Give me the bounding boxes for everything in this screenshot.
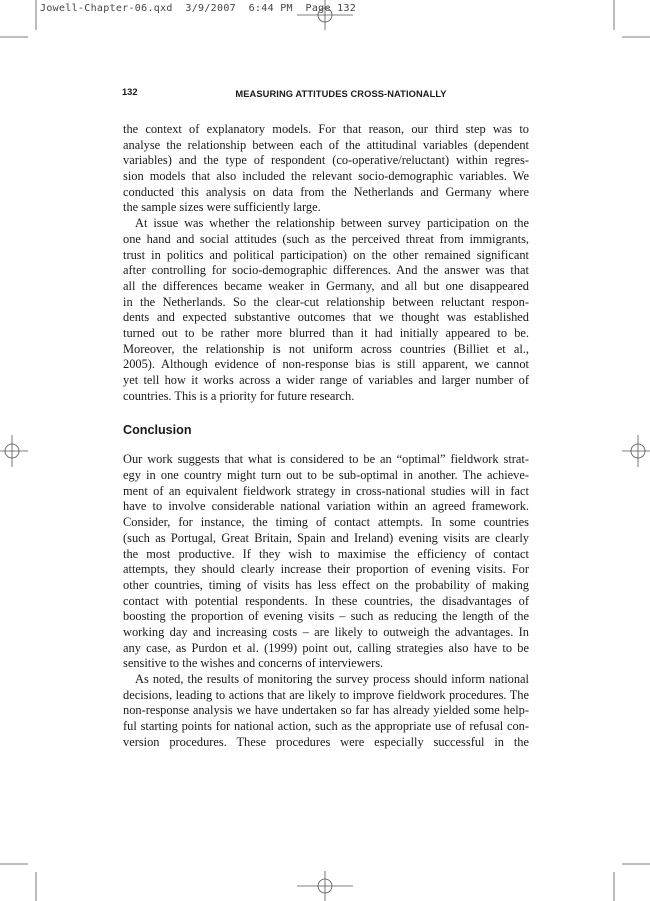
registration-target-right [622, 435, 650, 467]
text-line: Consider, for instance, the timing of contact attempts. In some countries [123, 515, 529, 530]
text-line: decisions, leading to actions that are likely to improve fieldwork procedures. The [123, 687, 529, 702]
text-line: trust in politics and political participation) on the other remained significant [123, 247, 529, 262]
paragraph [123, 452, 529, 672]
slug-file: Jowell-Chapter-06.qxd [40, 3, 173, 14]
text-line: Our work suggests that what is considered to be an “optimal” fieldwork strat- [123, 452, 529, 467]
paragraph [123, 216, 529, 404]
text-line: sion models that also included the relevant socio-demographic variables. We [123, 169, 529, 184]
text-line: in the Netherlands. So the clear-cut relationship between reluctant respon- [123, 294, 529, 309]
print-slug [40, 3, 356, 14]
running-title: MEASURING ATTITUDES CROSS-NATIONALLY [235, 89, 447, 99]
slug-date: 3/9/2007 [185, 3, 236, 14]
text-line: ful starting points for national action, such as the appropriate use of refusal con- [123, 719, 529, 734]
text-line: sensitive to the wishes and concerns of interviewers. [123, 656, 384, 671]
text-line: all the differences became weaker in Germany, and all but one disappeared [123, 278, 529, 293]
text-line: attempts, they should clearly increase their proportion of evening visits. For [123, 562, 529, 577]
slug-time: 6:44 PM [248, 3, 293, 14]
text-line: turned out to be rather more blurred than it had initially appeared to be. [123, 325, 529, 340]
page-number: 132 [122, 87, 138, 97]
text-line: any case, as Purdon et al. (1999) point out, calling strategies also have to be [123, 640, 529, 655]
text-line: conducted this analysis on data from the Netherlands and Germany where [123, 184, 529, 199]
text-line: contact with potential respondents. In these countries, the disadvantages of [123, 593, 529, 608]
text-line: analyse the relationship between each of the attitudinal variables (dependent [123, 137, 529, 152]
text-line: dents and expected substantive outcomes that we thought was established [123, 310, 529, 325]
text-line: other countries, timing of visits has less effect on the probability of making [123, 577, 529, 592]
text-line: 2005). Although evidence of non-response bias is still apparent, we cannot [123, 357, 529, 372]
text-line: (such as Portugal, Great Britain, Spain and Ireland) evening visits are clearly [123, 530, 529, 545]
text-line: As noted, the results of monitoring the survey process should inform national [135, 672, 529, 686]
text-line: variables) and the type of respondent (co-operative/reluctant) within regres- [123, 153, 529, 168]
text-line: working day and increasing costs – are likely to outweigh the advantages. In [123, 624, 529, 639]
text-line: one hand and social attitudes (such as the perceived threat from immigrants, [123, 231, 529, 246]
text-line: the most productive. If they wish to maximise the efficiency of contact [123, 546, 529, 561]
paragraph [123, 672, 529, 750]
body-text [123, 122, 529, 750]
text-line: non-response analysis we have undertaken so far has already yielded some help- [123, 703, 529, 718]
text-line: boosting the proportion of evening visits – such as reducing the length of the [123, 609, 529, 624]
registration-target-left [0, 435, 28, 467]
text-line: have to involve considerable national variation within an agreed framework. [123, 499, 529, 514]
text-line: egy in one country might turn out to be sub-optimal in another. The achieve- [123, 468, 529, 483]
text-line: the sample sizes were sufficiently large. [123, 200, 321, 215]
text-line: countries. This is a priority for future research. [123, 388, 355, 403]
running-head [122, 87, 530, 101]
text-line: At issue was whether the relationship between survey participation on the [135, 216, 529, 231]
slug-page: Page 132 [305, 3, 357, 14]
registration-target-bottom [297, 871, 353, 901]
text-line: ment of an equivalent fieldwork strategy in cross-national studies will in fact [123, 483, 529, 498]
text-line: yet tell how it works across a wider range of variables and larger number of [123, 373, 529, 387]
text-line: Moreover, the relationship is not uniform across countries (Billiet et al., [123, 341, 529, 356]
text-line: version procedures. These procedures were especially successful in the [123, 734, 529, 749]
text-line: after controlling for socio-demographic differences. And the answer was that [123, 263, 529, 278]
text-line: the context of explanatory models. For that reason, our third step was to [123, 122, 529, 136]
paragraph [123, 122, 529, 216]
section-heading: Conclusion [123, 423, 192, 438]
